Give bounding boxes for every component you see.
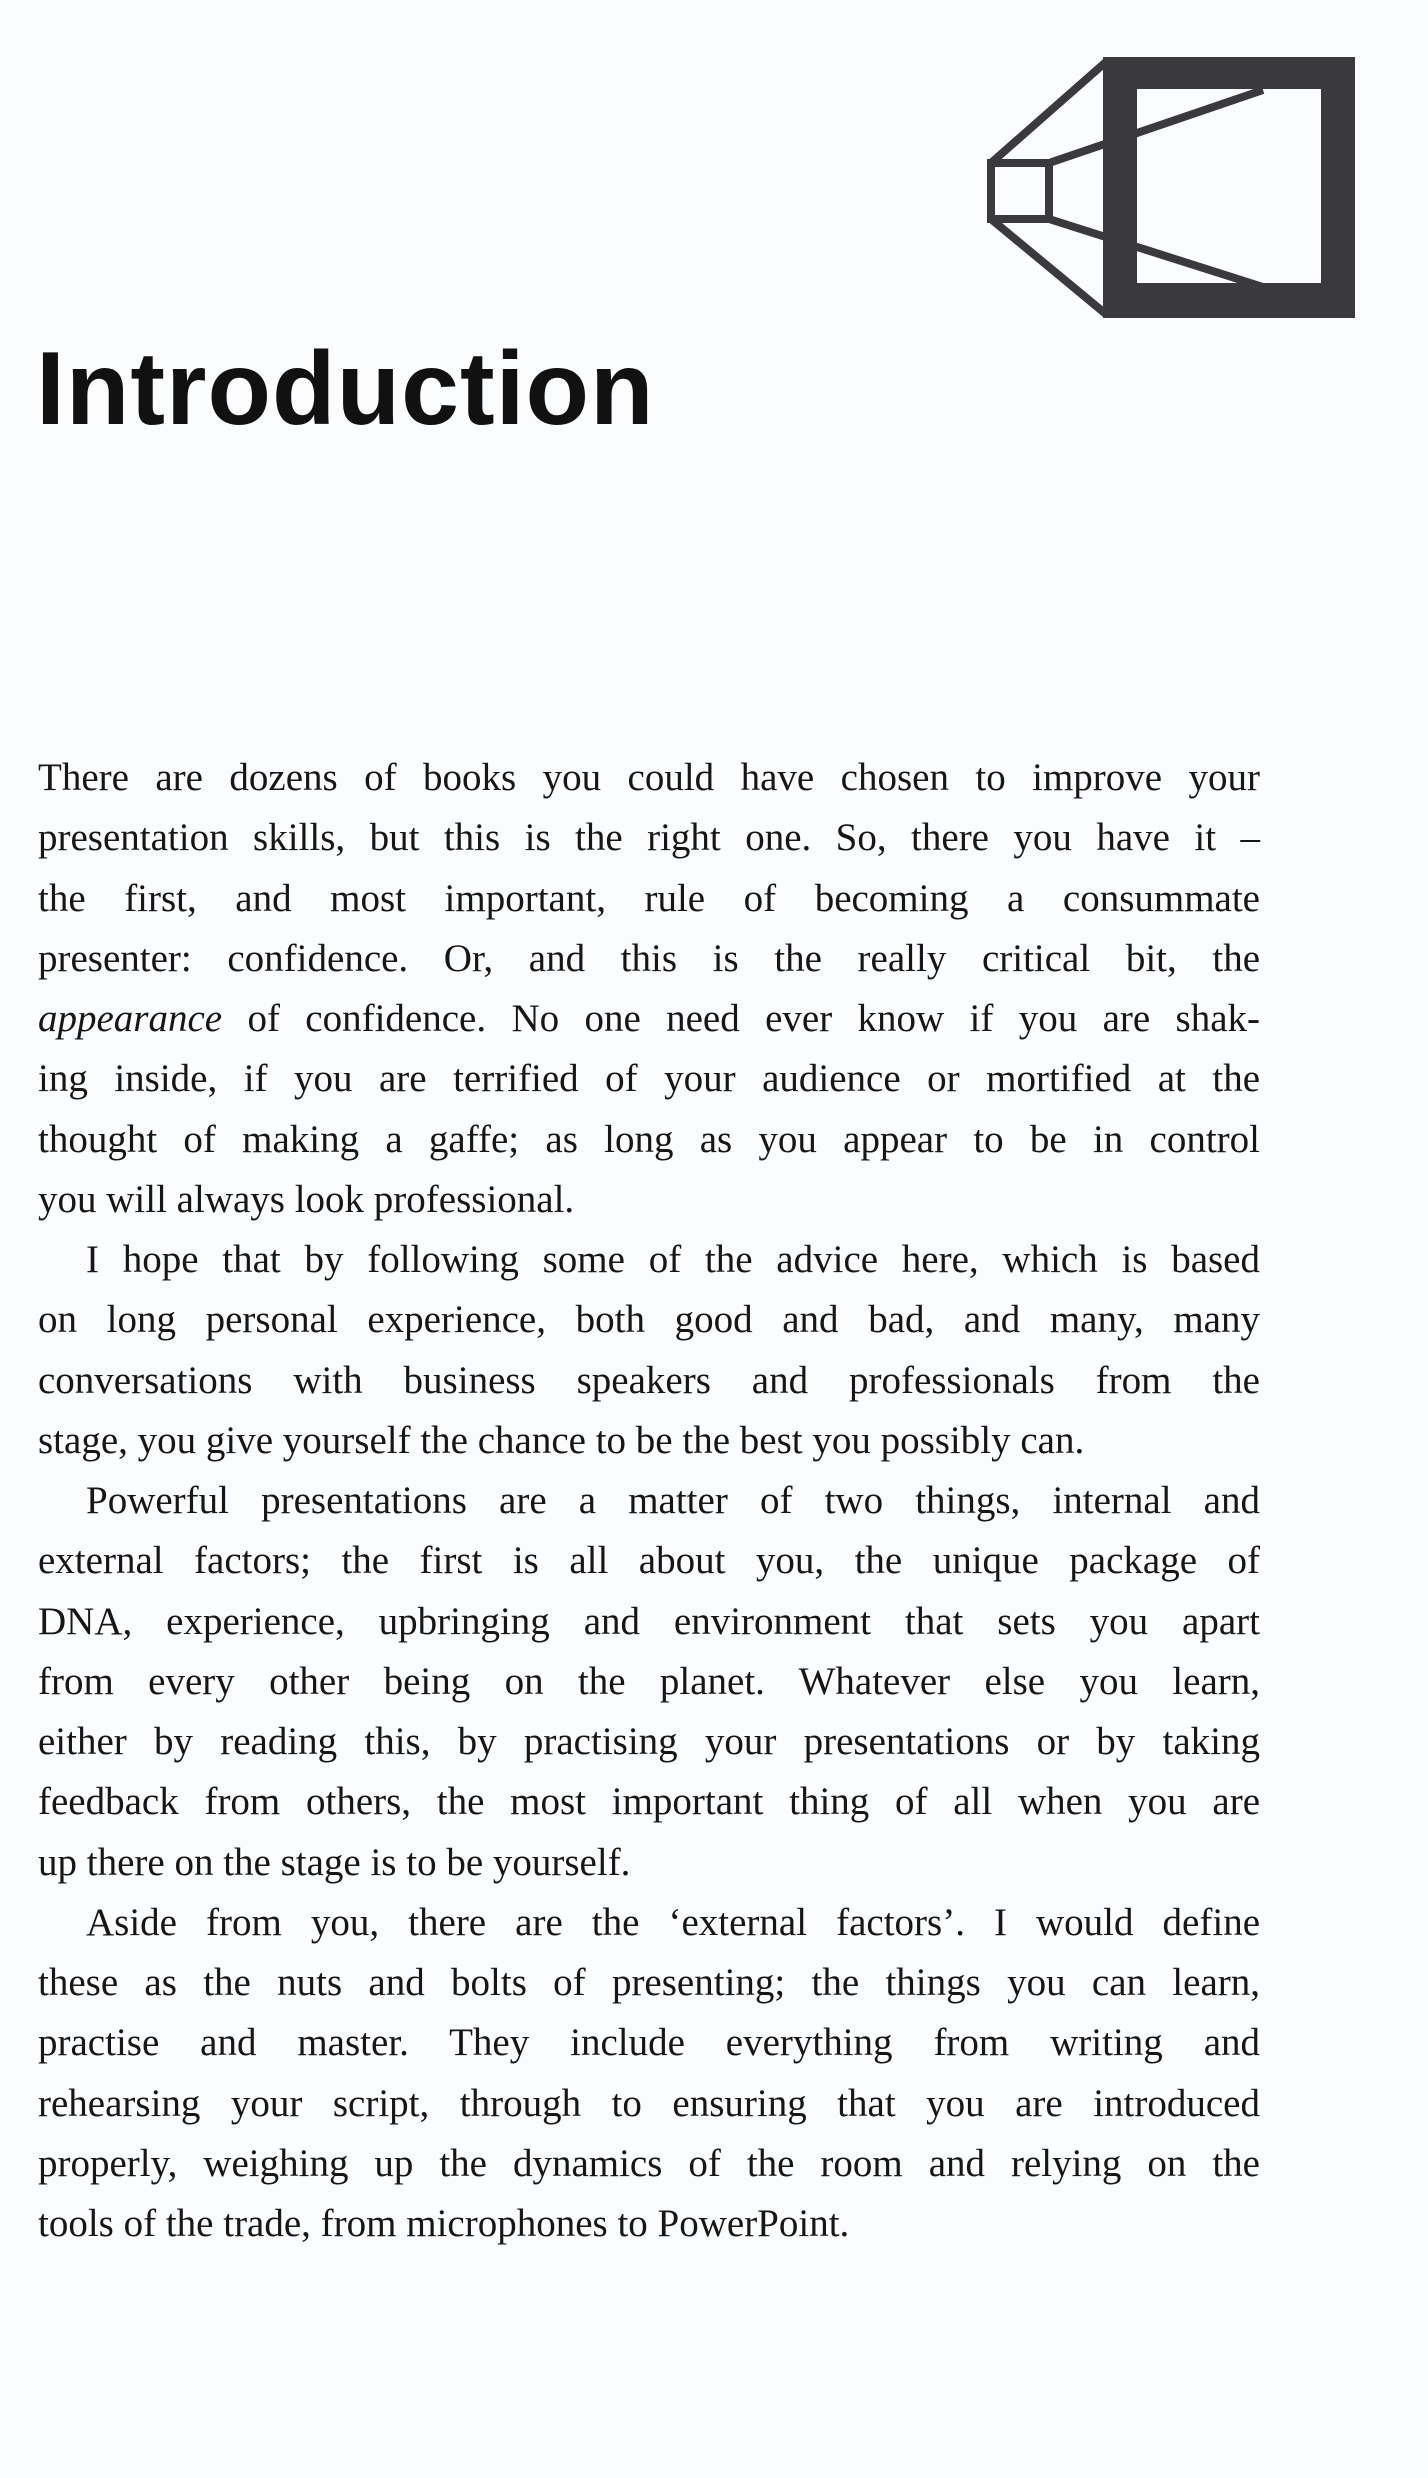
text-line: you will always look professional. [38,1177,575,1221]
text-line: Aside from you, there are the ‘external factors’. I would define [86,1900,1260,1944]
body-text [38,748,1260,2254]
paragraph [38,748,1260,1230]
text-line: conversations with business speakers and professionals from the [38,1358,1260,1402]
text-line: properly, weighing up the dynamics of the room and relying on the [38,2141,1260,2185]
text-line: rehearsing your script, through to ensuring that you are introduced [38,2081,1260,2125]
paragraph [38,1471,1260,1893]
text-line: from every other being on the planet. Whatever else you learn, [38,1659,1260,1703]
text-line: ing inside, if you are terrified of your audience or mortified at the [38,1057,1260,1101]
text-line: the first, and most important, rule of becoming a consummate [38,876,1260,920]
text-line: I hope that by following some of the advice here, which is based [86,1238,1260,1281]
text-line: thought of making a gaffe; as long as you appear to be in control [38,1117,1260,1161]
paragraph [38,1893,1260,2255]
text-line: stage, you give yourself the chance to be the best you possibly can. [38,1418,1085,1462]
text-line: practise and master. They include everything from writing and [38,2021,1260,2065]
text-line: presenter: confidence. Or, and this is the really critical bit, the [38,936,1260,980]
page-title: Introduction [36,331,655,447]
text-line: tools of the trade, from microphones to PowerPoint. [38,2202,850,2245]
text-line: these as the nuts and bolts of presenting; the things you can learn, [38,1961,1260,2004]
text-line: DNA, experience, upbringing and environment that sets you apart [38,1599,1260,1643]
paragraph [38,1230,1260,1471]
text-line: presentation skills, but this is the right one. So, there you have it – [38,816,1260,860]
text-line: There are dozens of books you could have chosen to improve your [38,756,1260,799]
text-line: external factors; the first is all about you, the unique package of [38,1539,1260,1583]
text-line: feedback from others, the most important thing of all when you are [38,1780,1260,1824]
emphasis-text: appearance [38,997,223,1040]
text-line: on long personal experience, both good and bad, and many, many [38,1298,1260,1342]
presentation-screen-icon [985,55,1360,320]
text-line: up there on the stage is to be yourself. [38,1840,631,1884]
text-line: either by reading this, by practising your presentations or by taking [38,1720,1260,1763]
text-run: of confidence. No one need ever know if you are shak- [222,997,1260,1040]
text-line [38,989,1260,1049]
text-line: Powerful presentations are a matter of two things, internal and [86,1479,1260,1522]
